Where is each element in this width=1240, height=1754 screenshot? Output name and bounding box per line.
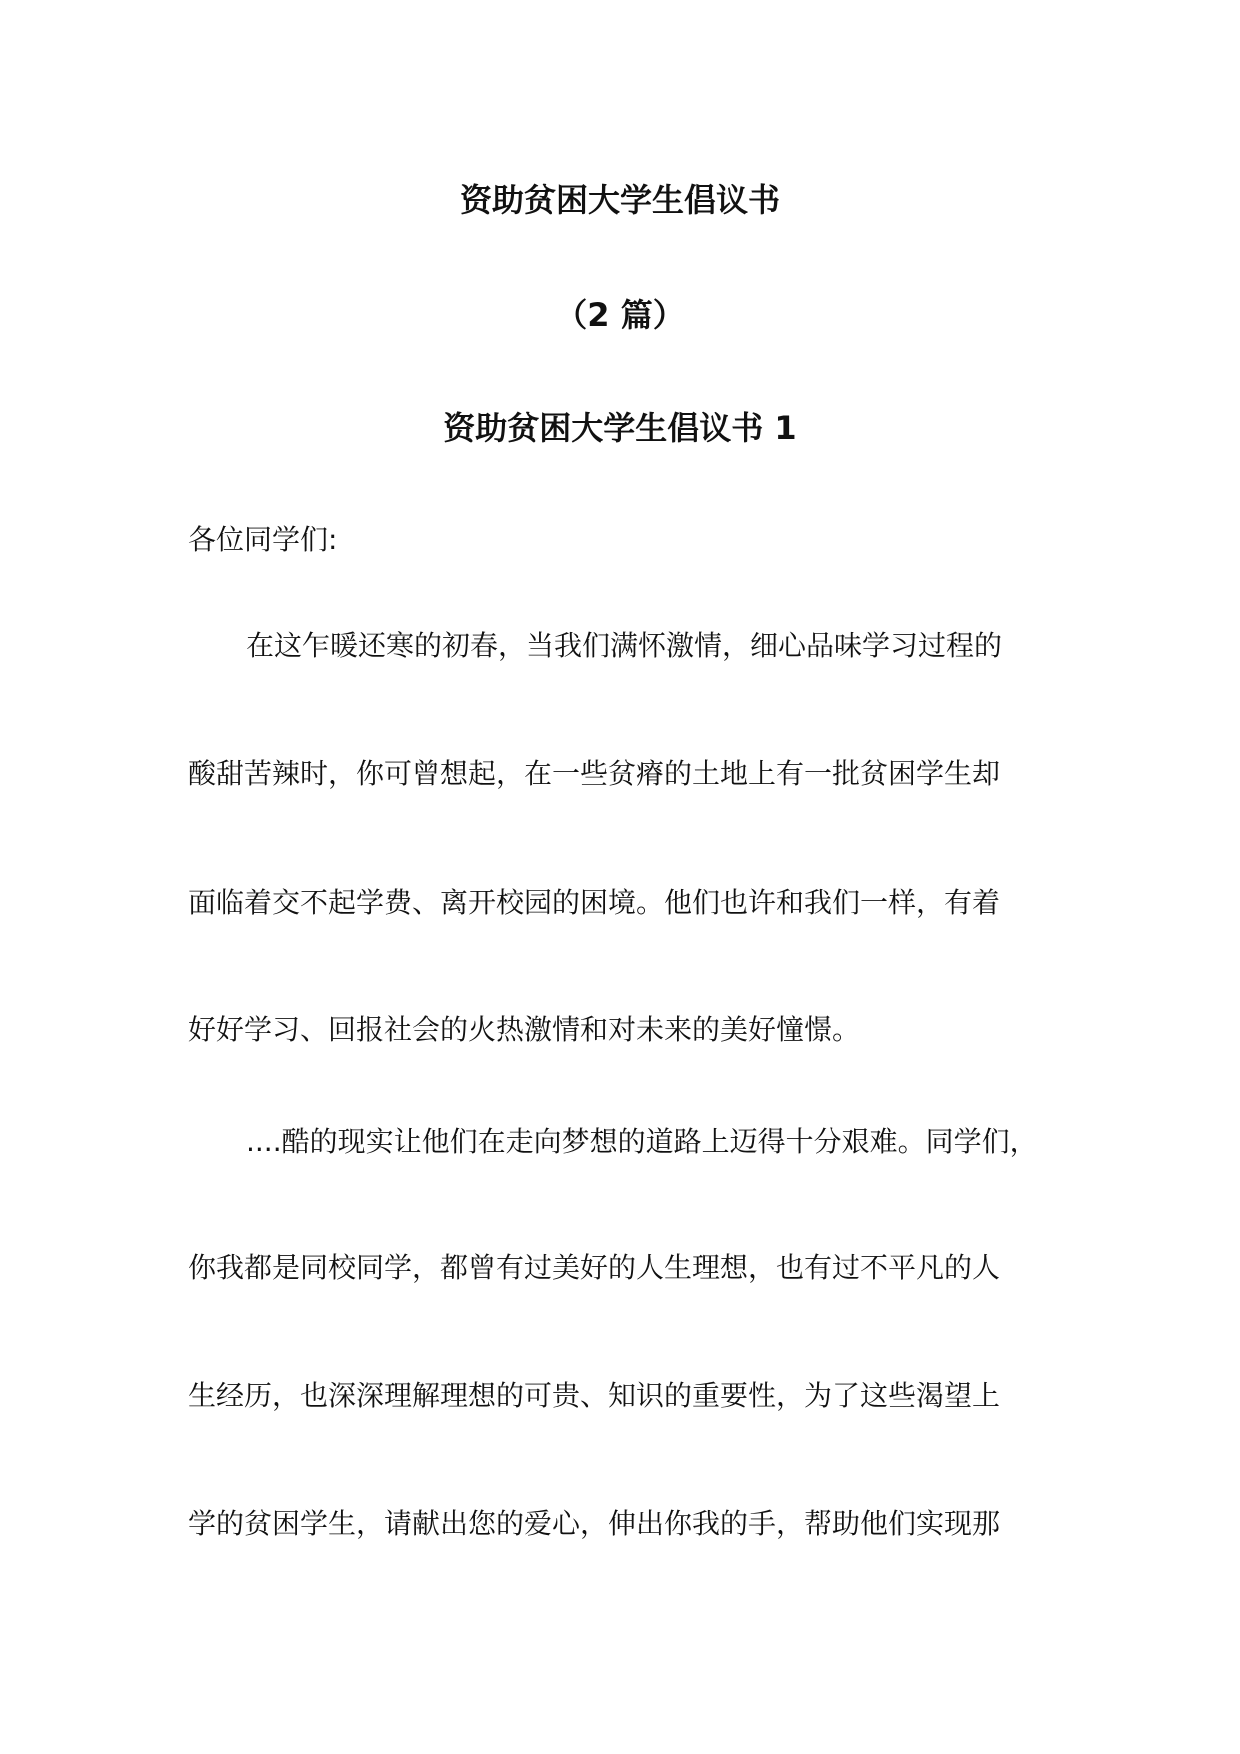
body-line: 面临着交不起学费、离开校园的困境。他们也许和我们一样，有着 — [188, 886, 1001, 919]
document-title: 资助贫困大学生倡议书 — [459, 181, 780, 219]
body-line: ....酷的现实让他们在走向梦想的道路上迈得十分艰难。同学们， — [246, 1125, 1038, 1158]
body-line: 生经历，也深深理解理想的可贵、知识的重要性，为了这些渴望上 — [188, 1379, 1001, 1412]
body-line: 在这乍暖还寒的初春，当我们满怀激情，细心品味学习过程的 — [246, 629, 1003, 662]
body-line: 学的贫困学生，请献出您的爱心，伸出你我的手，帮助他们实现那 — [188, 1507, 1001, 1540]
salutation: 各位同学们: — [188, 523, 338, 556]
section-title: 资助贫困大学生倡议书 1 — [443, 409, 797, 447]
body-line: 你我都是同校同学，都曾有过美好的人生理想，也有过不平凡的人 — [188, 1251, 1001, 1284]
document-subtitle: （2 篇） — [555, 296, 685, 334]
body-line: 好好学习、回报社会的火热激情和对未来的美好憧憬。 — [188, 1013, 861, 1046]
body-line: 酸甜苦辣时，你可曾想起，在一些贫瘠的土地上有一批贫困学生却 — [188, 757, 1001, 790]
